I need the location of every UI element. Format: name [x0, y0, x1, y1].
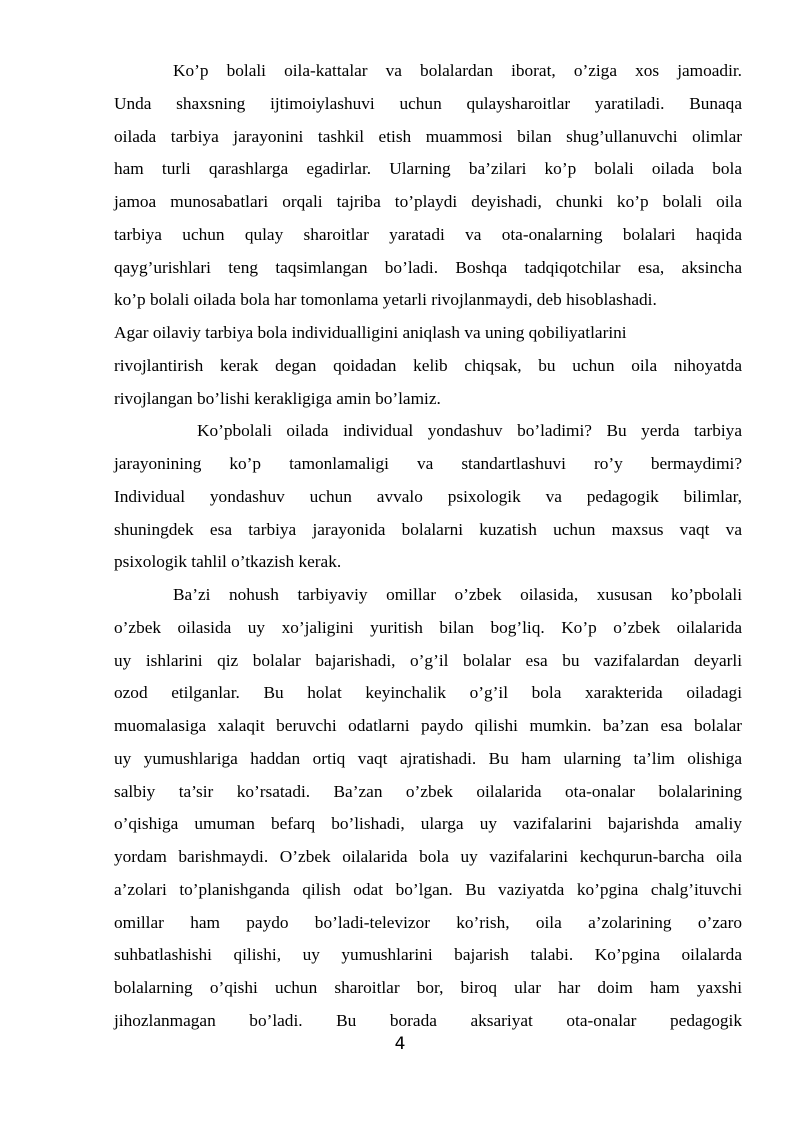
text-line: suhbatlashishi qilishi, uy yumushlarini bajarish talabi. Ko’pgina oilalarda — [114, 945, 742, 965]
text-line: shuningdek esa tarbiya jarayonida bolalarni kuzatish uchun maxsus vaqt va — [114, 519, 742, 539]
text-line: jihozlanmagan bo’ladi. Bu borada aksariyat ota-onalar pedagogik — [114, 1010, 742, 1030]
text-line: omillar ham paydo bo’ladi-televizor ko’rish, oila a’zolarining o’zaro — [114, 912, 742, 932]
text-line: muomalasiga xalaqit beruvchi odatlarni paydo qilishi mumkin. ba’zan esa bolalar — [114, 716, 742, 735]
text-line: Unda shaxsning ijtimoiylashuvi uchun qulaysharoitlar yaratiladi. Bunaqa — [114, 93, 742, 113]
text-line: a’zolari to’planishganda qilish odat bo’lgan. Bu vaziyatda ko’pgina chalg’ituvchi — [114, 879, 742, 899]
text-line: qayg’urishlari teng taqsimlangan bo’ladi. Boshqa tadqiqotchilar esa, aksincha — [114, 257, 742, 277]
page-number: 4 — [394, 1034, 406, 1054]
text-line: bolalarning o’qishi uchun sharoitlar bor, biroq ular har doim ham yaxshi — [114, 978, 742, 997]
text-line: oilada tarbiya jarayonini tashkil etish muammosi bilan shug’ullanuvchi olimlar — [114, 126, 742, 146]
text-line: jamoa munosabatlari orqali tajriba to’playdi deyishadi, chunki ko’p bolali oila — [114, 192, 742, 211]
text-line: uy ishlarini qiz bolalar bajarishadi, o’g’il bolalar esa bu vazifalardan deyarli — [114, 650, 742, 670]
text-line: Agar oilaviy tarbiya bola individualligini aniqlash va uning qobiliyatlarini — [114, 323, 627, 342]
text-line: Ba’zi nohush tarbiyaviy omillar o’zbek oilasida, xususan ko’pbolali — [173, 585, 742, 604]
paragraph-1 — [114, 55, 742, 415]
text-line: rivojlangan bo’lishi kerakligiga amin bo’lamiz. — [114, 388, 441, 408]
text-line: ko’p bolali oilada bola har tomonlama yetarli rivojlanmaydi, deb hisoblashadi. — [114, 290, 657, 310]
paragraph-3 — [114, 579, 742, 1038]
text-line: salbiy ta’sir ko’rsatadi. Ba’zan o’zbek oilalarida ota-onalar bolalarining — [114, 781, 742, 801]
text-line: jarayonining ko’p tamonlamaligi va standartlashuvi ro’y bermaydimi? — [114, 454, 742, 473]
text-line: rivojlantirish kerak degan qoidadan kelib chiqsak, bu uchun oila nihoyatda — [114, 355, 742, 375]
text-line: ham turli qarashlarga egadirlar. Ularning ba’zilari ko’p bolali oilada bola — [114, 159, 742, 179]
text-line: ozod etilganlar. Bu holat keyinchalik o’g’il bola xarakterida oiladagi — [114, 683, 742, 703]
text-line: o’qishiga umuman befarq bo’lishadi, ularga uy vazifalarini bajarishda amaliy — [114, 814, 742, 834]
text-line: yordam barishmaydi. O’zbek oilalarida bola uy vazifalarini kechqurun-barcha oila — [114, 847, 742, 866]
text-line: Individual yondashuv uchun avvalo psixologik va pedagogik bilimlar, — [114, 486, 742, 506]
body-text — [114, 55, 742, 1038]
text-line: uy yumushlariga haddan ortiq vaqt ajratishadi. Bu ham ularning ta’lim olishiga — [114, 748, 742, 768]
text-line: Ko’pbolali oilada individual yondashuv bo’ladimi? Bu yerda tarbiya — [197, 421, 742, 441]
paragraph-2 — [114, 415, 742, 579]
text-line: Ko’p bolali oila-kattalar va bolalardan iborat, o’ziga xos jamoadir. — [173, 61, 742, 80]
text-line: psixologik tahlil o’tkazish kerak. — [114, 552, 342, 572]
text-line: o’zbek oilasida uy xo’jaligini yuritish bilan bog’liq. Ko’p o’zbek oilalarida — [114, 617, 742, 637]
text-line: tarbiya uchun qulay sharoitlar yaratadi va ota-onalarning bolalari haqida — [114, 224, 742, 244]
